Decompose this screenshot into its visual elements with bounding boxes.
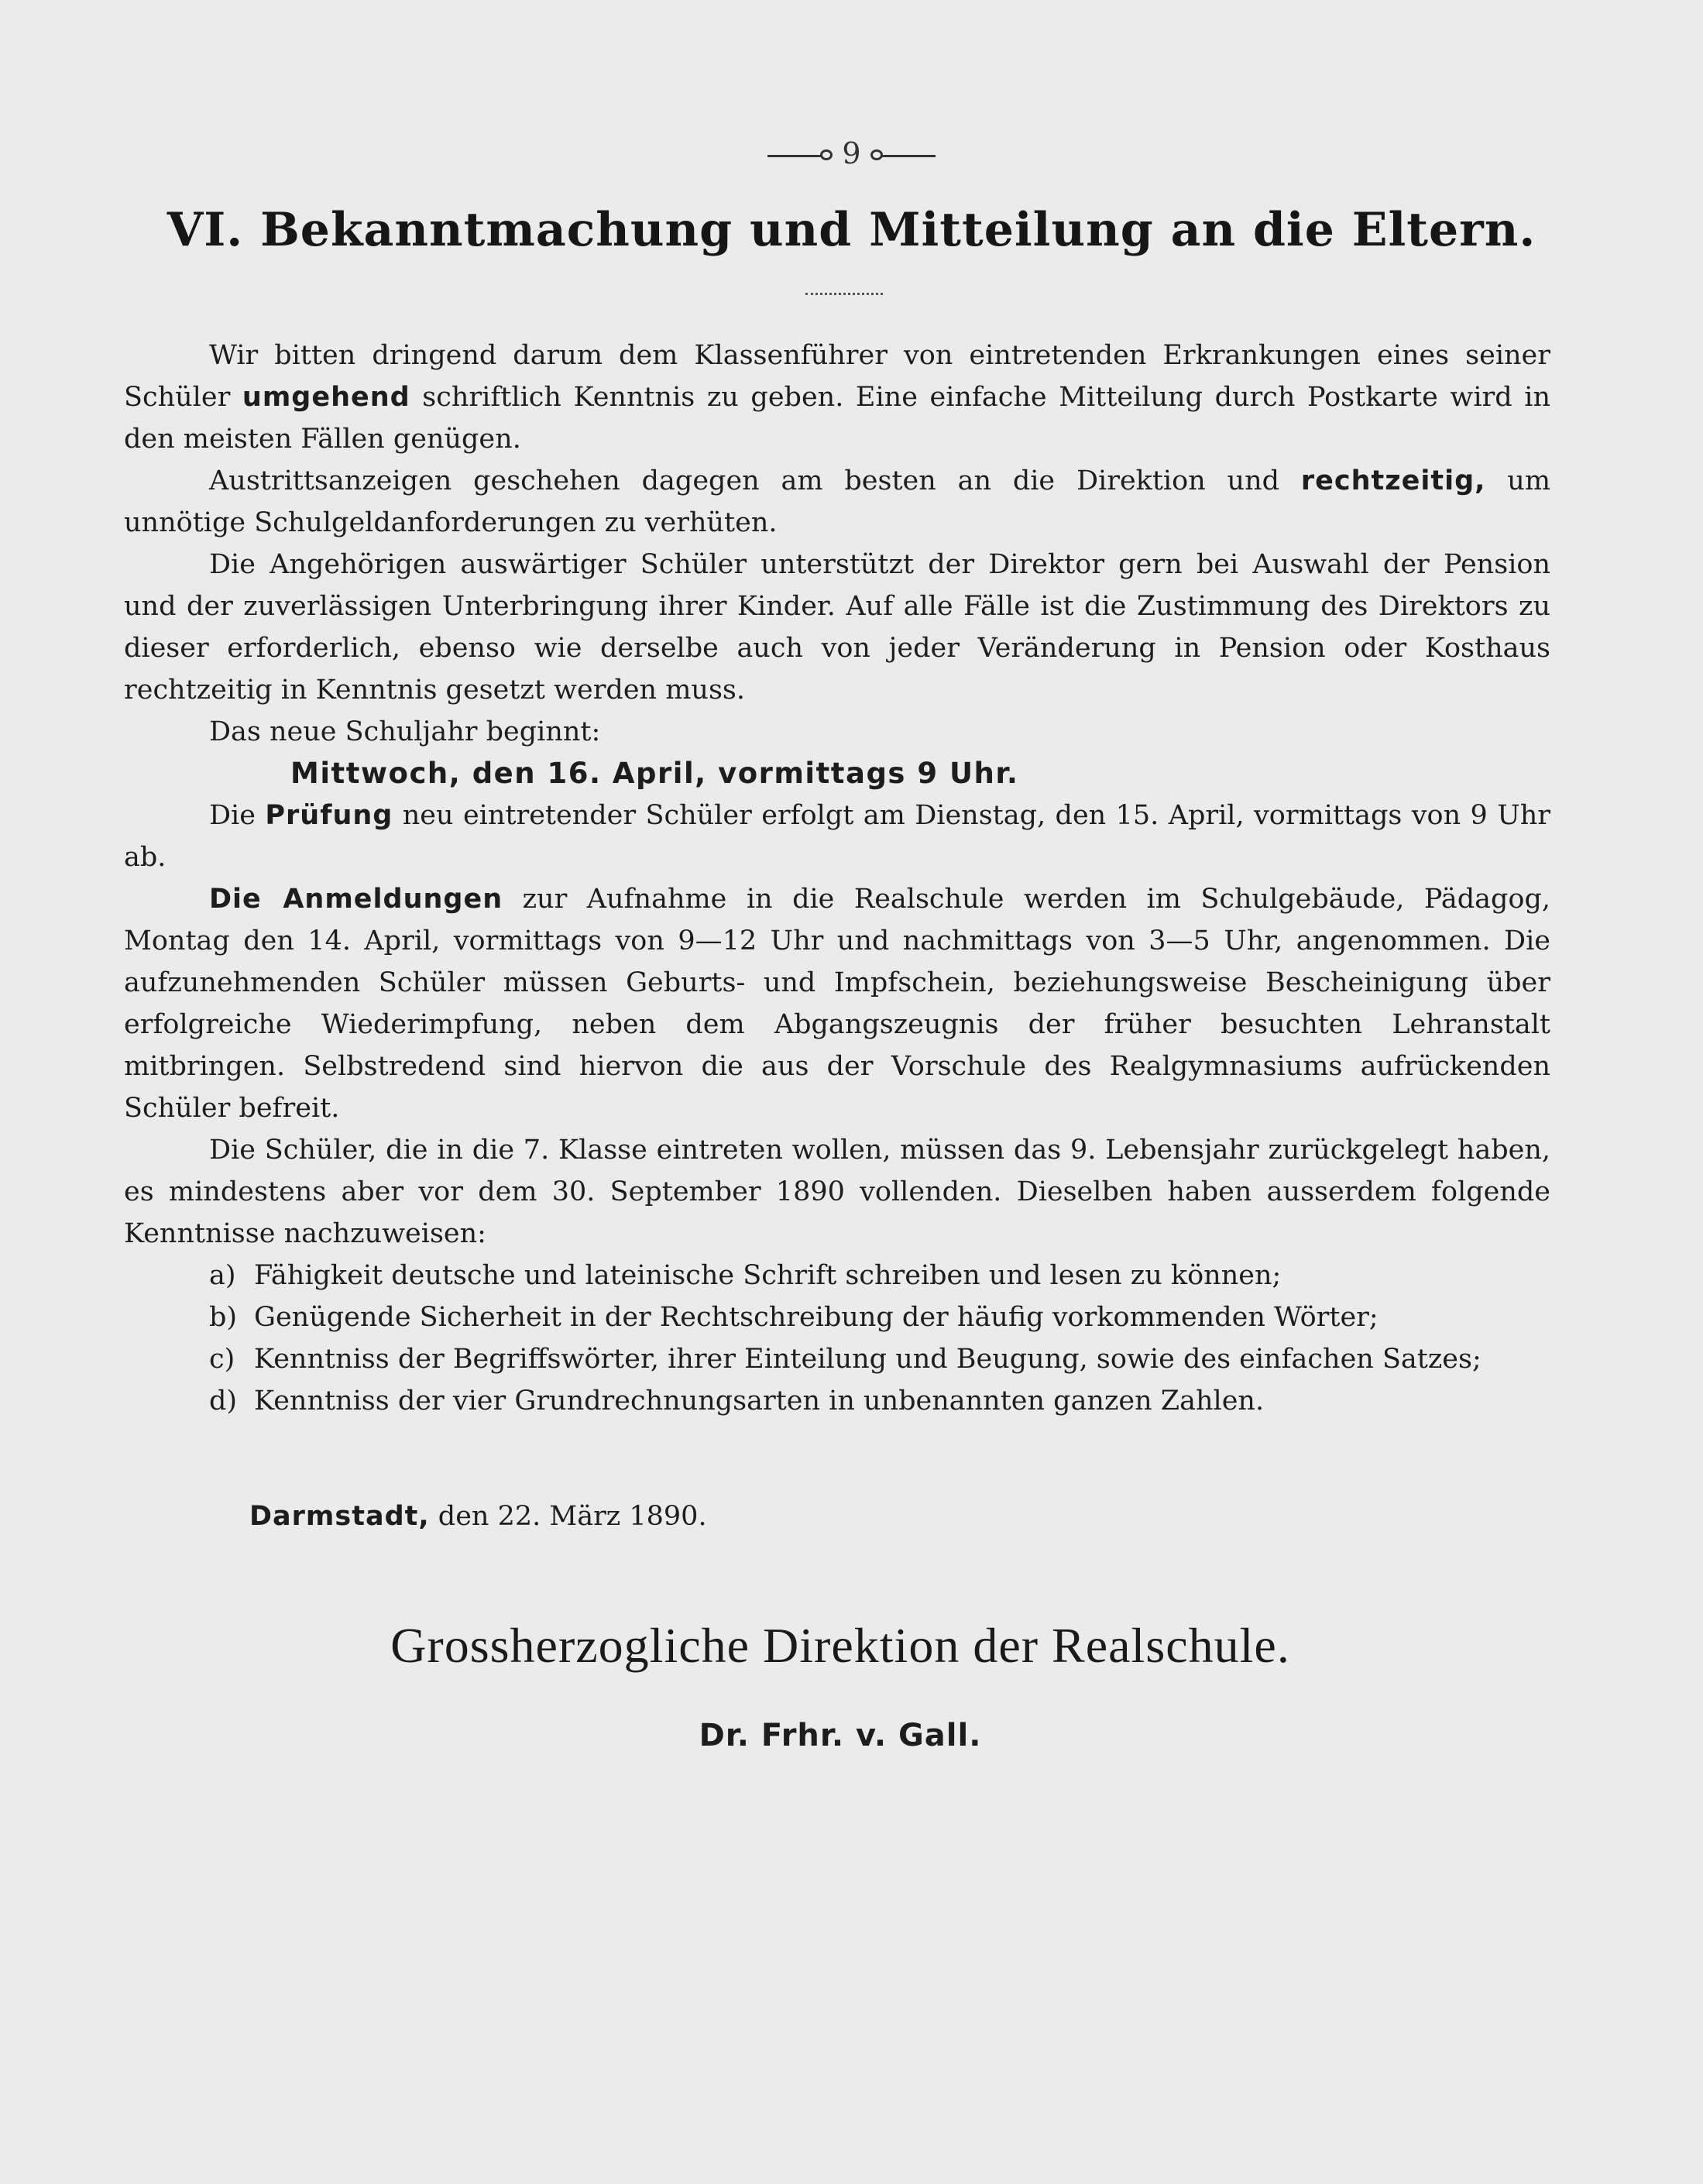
emphasis: rechtzeitig, <box>1300 465 1486 496</box>
school-year-start: Mittwoch, den 16. April, vormittags 9 Uhr. <box>290 757 1019 790</box>
list-text: Kenntniss der vier Grundrechnungsarten in unbenannten ganzen Zahlen. <box>254 1386 1265 1417</box>
ornament-left <box>767 155 822 157</box>
paragraph-exam <box>124 795 1550 878</box>
list-text: Fähigkeit deutsche und lateinische Schrift schreiben und lesen zu können; <box>254 1260 1282 1291</box>
list-letter: d) <box>209 1386 238 1417</box>
paragraph-boarding: Die Angehörigen auswärtiger Schüler unterstützt der Direktor gern bei Auswahl der Pension und der zuverlässigen Unterbringung ihrer Kinder. Auf alle Fälle ist die Zustimmung des Direktors zu dieser erforderlich, ebenso wie derselbe auch von jeder Veränderung in Pension oder Kosthaus rechtzeitig in Kenntnis gesetzt werden muss. <box>124 549 1550 706</box>
paragraph-withdrawal <box>124 460 1550 544</box>
text: Die <box>209 800 266 831</box>
dateline <box>249 1501 707 1532</box>
paragraph-illness <box>124 335 1550 460</box>
paragraph-registration <box>124 878 1550 1129</box>
paragraph-admission: Die Schüler, die in die 7. Klasse eintreten wollen, müssen das 9. Lebensjahr zurückgelegt haben, es mindestens aber vor dem 30. September 1890 vollenden. Dieselben haben ausserdem folgende Kenntnisse nachzuweisen: <box>124 1135 1550 1249</box>
list-letter: c) <box>209 1344 235 1375</box>
dateline-date: den 22. März 1890. <box>429 1501 707 1532</box>
section-title: VI. Bekanntmachung und Mitteilung an die Eltern. <box>167 203 1536 257</box>
emphasis: Die Anmeldungen <box>209 884 503 915</box>
list-item <box>209 1380 1550 1422</box>
title-divider <box>805 293 883 301</box>
signature: Dr. Frhr. v. Gall. <box>699 1718 982 1753</box>
text: um unnötige Schulgeldanforderungen zu verhüten. <box>124 465 1551 538</box>
list-item <box>209 1338 1550 1380</box>
ornament-right <box>881 155 936 157</box>
list-item <box>209 1255 1550 1296</box>
emphasis: Prüfung <box>265 800 393 831</box>
dateline-place: Darmstadt, <box>249 1501 430 1532</box>
text: neu eintretender Schüler erfolgt am Dienstag, den 15. April, vormittags von 9 Uhr ab. <box>124 800 1551 873</box>
notice-body <box>124 335 1550 1422</box>
emphasis: umgehend <box>242 382 410 413</box>
list-text: Genügende Sicherheit in der Rechtschreibung der häufig vorkommenden Wörter; <box>254 1302 1379 1333</box>
page-number: 9 <box>842 136 861 170</box>
list-letter: a) <box>209 1260 236 1291</box>
list-item <box>209 1296 1550 1338</box>
list-text: Kenntniss der Begriffswörter, ihrer Einteilung und Beugung, sowie des einfachen Satzes; <box>254 1344 1482 1375</box>
text: schriftlich Kenntnis zu geben. Eine einfache Mitteilung durch Postkarte wird in den meisten Fällen genügen. <box>124 382 1551 455</box>
text: Wir bitten dringend darum dem Klassenführer von eintretenden Erkrankungen eines seiner Schüler <box>124 340 1550 413</box>
requirements-list <box>124 1255 1550 1422</box>
issuing-authority: Grossherzogliche Direktion der Realschule. <box>390 1618 1290 1673</box>
list-letter: b) <box>209 1302 238 1333</box>
text: Austrittsanzeigen geschehen dagegen am besten an die Direktion und <box>209 465 1301 496</box>
text: zur Aufnahme in die Realschule werden im Schulgebäude, Pädagog, Montag den 14. April, vormittags von 9—12 Uhr und nachmittags von 3—5 Uhr, angenommen. Die aufzunehmenden Schüler müssen Geburts- und Impfschein, beziehungsweise Bescheinigung über erfolgreiche Wiederimpfung, neben dem Abgangszeugnis der früher besuchten Lehranstalt mitbringen. Selbstredend sind hiervon die aus der Vorschule des Realgymnasiums aufrückenden Schüler befreit. <box>124 884 1550 1124</box>
paragraph-school-year: Das neue Schuljahr beginnt: <box>209 716 601 747</box>
page-folio <box>0 136 1703 170</box>
